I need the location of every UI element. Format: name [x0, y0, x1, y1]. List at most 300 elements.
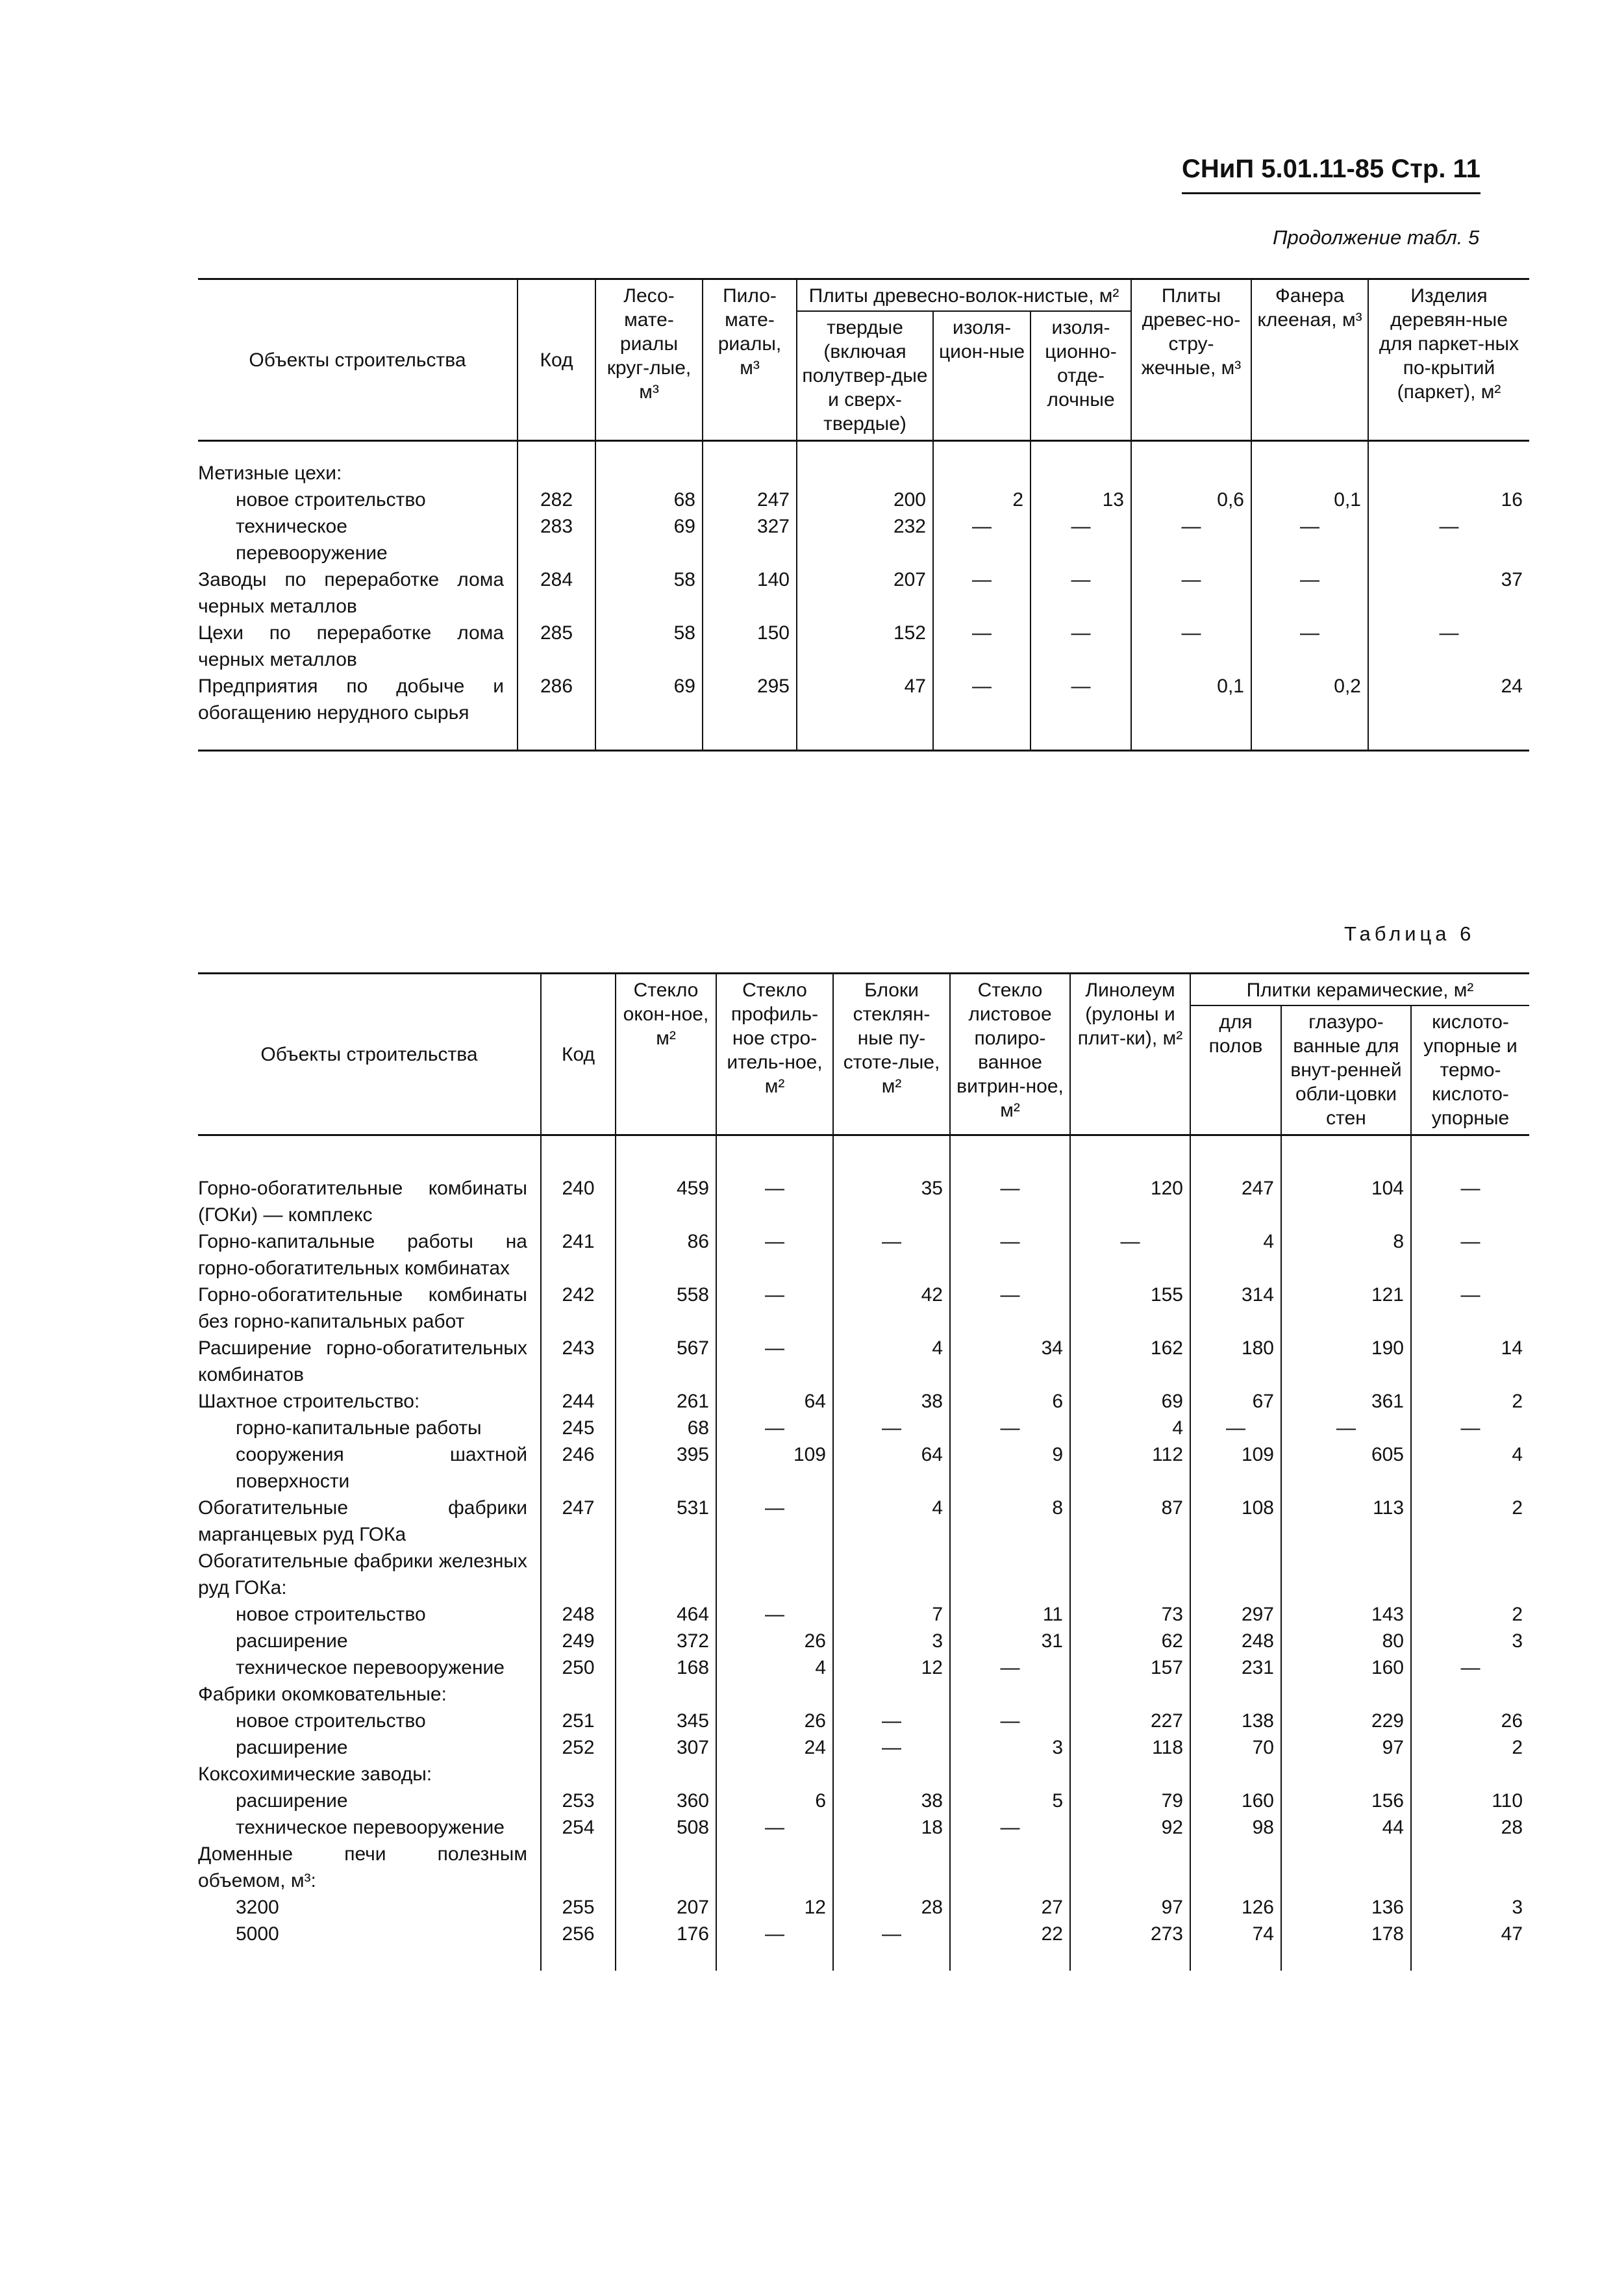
row-value [1190, 1548, 1281, 1601]
row-value: 229 [1281, 1708, 1411, 1734]
header-fiberboard-group: Плиты древесно-волок-нистые, м² [797, 279, 1131, 312]
row-value: 190 [1281, 1335, 1411, 1388]
row-value: 86 [616, 1228, 716, 1282]
row-object-name: техническое перевооружение [236, 516, 388, 564]
row-value: 38 [833, 1388, 950, 1415]
row-object-name: новое строительство [236, 489, 426, 511]
row-value [950, 1841, 1070, 1894]
row-value: 160 [1281, 1654, 1411, 1681]
row-code: 252 [541, 1734, 616, 1761]
row-code: 242 [541, 1282, 616, 1335]
row-value: 567 [616, 1335, 716, 1388]
row-object-name: Заводы по переработке лома черных металлов [198, 569, 504, 617]
row-code [541, 1548, 616, 1601]
row-value: 42 [833, 1282, 950, 1335]
row-value: 605 [1281, 1441, 1411, 1495]
row-code: 286 [518, 673, 595, 751]
header-glass-blocks: Блоки стеклян-ные пу-стоте-лые, м² [833, 974, 950, 1135]
row-value: 47 [797, 673, 933, 751]
row-value: 92 [1070, 1814, 1190, 1841]
row-value: — [950, 1814, 1070, 1841]
table6-label: Таблица 6 [1344, 922, 1475, 945]
row-value: 160 [1190, 1788, 1281, 1814]
row-value: — [716, 1601, 833, 1628]
row-value: 0,1 [1251, 486, 1368, 513]
row-object-name: Цехи по переработке лома черных металлов [198, 622, 504, 670]
row-value: — [950, 1654, 1070, 1681]
table-row [198, 1415, 1529, 1441]
header-code: Код [541, 974, 616, 1135]
row-value: 2 [1411, 1388, 1529, 1415]
row-value: — [950, 1135, 1070, 1229]
row-value: — [716, 1282, 833, 1335]
row-value [616, 1681, 716, 1708]
row-value: 8 [950, 1495, 1070, 1548]
row-value: 24 [716, 1734, 833, 1761]
row-value: — [933, 620, 1031, 673]
row-value: 3 [950, 1734, 1070, 1761]
row-value [1190, 1681, 1281, 1708]
row-value: — [933, 513, 1031, 566]
row-value: — [1031, 620, 1131, 673]
row-value: 31 [950, 1628, 1070, 1654]
row-value: 295 [703, 673, 797, 751]
row-value: — [833, 1415, 950, 1441]
row-value: 0,2 [1251, 673, 1368, 751]
row-value: 143 [1281, 1601, 1411, 1628]
row-value: — [1281, 1415, 1411, 1441]
row-object-name: новое строительство [236, 1710, 426, 1732]
row-value: 104 [1281, 1135, 1411, 1229]
table-row [198, 1734, 1529, 1761]
table5-continuation-label: Продолжение табл. 5 [1273, 226, 1480, 249]
row-value: 327 [703, 513, 797, 566]
row-value: 58 [595, 566, 703, 620]
row-code [518, 441, 595, 487]
table-5 [198, 278, 1529, 752]
row-value: 108 [1190, 1495, 1281, 1548]
row-value: 3 [1411, 1628, 1529, 1654]
row-value: 12 [833, 1654, 950, 1681]
row-object-name: Расширение горно-обогатительных комбинатов [198, 1337, 527, 1385]
table-row [198, 1814, 1529, 1841]
header-polished-glass: Стекло листовое полиро-ванное витрин-ное, м² [950, 974, 1070, 1135]
row-value: 248 [1190, 1628, 1281, 1654]
row-value [1411, 1841, 1529, 1894]
table-row [198, 1441, 1529, 1495]
row-value [1411, 1548, 1529, 1601]
table-row [198, 1228, 1529, 1282]
row-value: 307 [616, 1734, 716, 1761]
header-profile-glass: Стекло профиль-ное стро-итель-ное, м² [716, 974, 833, 1135]
row-value: — [1131, 620, 1251, 673]
row-value: — [833, 1921, 950, 1971]
row-code: 250 [541, 1654, 616, 1681]
row-value [1411, 1681, 1529, 1708]
row-object-name: расширение [236, 1630, 348, 1652]
header-objects: Объекты строительства [198, 974, 541, 1135]
row-value: — [716, 1495, 833, 1548]
row-value: 12 [716, 1894, 833, 1921]
row-value: 112 [1070, 1441, 1190, 1495]
row-value: — [933, 566, 1031, 620]
row-value: 227 [1070, 1708, 1190, 1734]
row-value: 6 [716, 1788, 833, 1814]
row-value [1281, 1841, 1411, 1894]
row-value: 67 [1190, 1388, 1281, 1415]
row-value: — [716, 1814, 833, 1841]
row-value: 7 [833, 1601, 950, 1628]
row-value: 16 [1368, 486, 1529, 513]
row-value [716, 1761, 833, 1788]
row-value: 138 [1190, 1708, 1281, 1734]
row-value [833, 1681, 950, 1708]
row-value [616, 1761, 716, 1788]
table-row [198, 513, 1529, 566]
header-tiles-group: Плитки керамические, м² [1190, 974, 1529, 1006]
table-row [198, 1335, 1529, 1388]
row-value [1031, 441, 1131, 487]
row-value: 180 [1190, 1335, 1281, 1388]
row-value: 120 [1070, 1135, 1190, 1229]
table-row [198, 566, 1529, 620]
row-value: — [950, 1708, 1070, 1734]
row-value: 38 [833, 1788, 950, 1814]
row-value: 136 [1281, 1894, 1411, 1921]
row-value: 11 [950, 1601, 1070, 1628]
row-value: 26 [716, 1628, 833, 1654]
row-value: 69 [595, 673, 703, 751]
row-value: 113 [1281, 1495, 1411, 1548]
row-object-name: 3200 [236, 1897, 279, 1918]
row-value: — [1251, 566, 1368, 620]
header-objects: Объекты строительства [198, 279, 518, 441]
row-value [833, 1548, 950, 1601]
row-value: — [1411, 1415, 1529, 1441]
row-value [1070, 1841, 1190, 1894]
row-value: — [950, 1415, 1070, 1441]
row-code: 244 [541, 1388, 616, 1415]
row-value: 152 [797, 620, 933, 673]
row-object-name: Горно-капитальные работы на горно-обогатительных комбинатах [198, 1231, 527, 1279]
row-value: — [1070, 1228, 1190, 1282]
row-code: 246 [541, 1441, 616, 1495]
row-object-name: техническое перевооружение [236, 1817, 505, 1838]
table-row [198, 1681, 1529, 1708]
table-row [198, 1894, 1529, 1921]
row-value [1281, 1761, 1411, 1788]
table-5-body [198, 441, 1529, 751]
row-code: 243 [541, 1335, 616, 1388]
row-value: 2 [933, 486, 1031, 513]
row-object-name: Обогатительные фабрики марганцевых руд ГОКа [198, 1497, 527, 1545]
table-row [198, 1921, 1529, 1971]
row-value [716, 1841, 833, 1894]
row-value [1251, 441, 1368, 487]
row-value [716, 1548, 833, 1601]
row-value: — [1190, 1415, 1281, 1441]
row-value: — [1251, 513, 1368, 566]
row-value [950, 1761, 1070, 1788]
row-code: 254 [541, 1814, 616, 1841]
table-row [198, 486, 1529, 513]
row-object-name: Обогатительные фабрики железных руд ГОКа: [198, 1550, 527, 1598]
table-row [198, 1841, 1529, 1894]
row-value: — [716, 1228, 833, 1282]
row-value: 207 [616, 1894, 716, 1921]
row-value [1070, 1761, 1190, 1788]
header-code: Код [518, 279, 595, 441]
header-chipboard: Плиты древес-но-стру-жечные, м³ [1131, 279, 1251, 441]
row-value: 4 [1070, 1415, 1190, 1441]
row-value: 68 [595, 486, 703, 513]
header-tiles-acid: кислото-упорные и термо-кислото-упорные [1411, 1005, 1529, 1135]
row-value: — [1368, 513, 1529, 566]
table-row [198, 1548, 1529, 1601]
row-value: — [1411, 1135, 1529, 1229]
row-value [1368, 441, 1529, 487]
row-value: 273 [1070, 1921, 1190, 1971]
row-value: — [716, 1335, 833, 1388]
header-tiles-floor: для полов [1190, 1005, 1281, 1135]
row-value: 558 [616, 1282, 716, 1335]
row-value: 74 [1190, 1921, 1281, 1971]
row-value: 2 [1411, 1495, 1529, 1548]
row-value: — [1031, 673, 1131, 751]
row-value: 2 [1411, 1734, 1529, 1761]
row-value [616, 1548, 716, 1601]
row-value: 9 [950, 1441, 1070, 1495]
row-value: 6 [950, 1388, 1070, 1415]
row-value: 97 [1281, 1734, 1411, 1761]
row-value: 297 [1190, 1601, 1281, 1628]
row-value: — [1031, 566, 1131, 620]
row-value: 232 [797, 513, 933, 566]
row-value: 26 [1411, 1708, 1529, 1734]
row-value: 109 [1190, 1441, 1281, 1495]
row-value: 4 [1411, 1441, 1529, 1495]
row-object-name: расширение [236, 1790, 348, 1812]
row-value: 28 [1411, 1814, 1529, 1841]
row-value: — [1411, 1228, 1529, 1282]
row-code: 283 [518, 513, 595, 566]
row-object-name: Фабрики окомковательные: [198, 1684, 447, 1705]
row-value [616, 1841, 716, 1894]
row-value: 109 [716, 1441, 833, 1495]
table-6 [198, 972, 1529, 1971]
table-row [198, 1282, 1529, 1335]
row-value: 4 [1190, 1228, 1281, 1282]
row-value: 62 [1070, 1628, 1190, 1654]
row-value: 395 [616, 1441, 716, 1495]
row-value: 372 [616, 1628, 716, 1654]
row-value: 35 [833, 1135, 950, 1229]
row-code: 282 [518, 486, 595, 513]
row-code: 256 [541, 1921, 616, 1971]
row-value: 157 [1070, 1654, 1190, 1681]
row-code: 251 [541, 1708, 616, 1734]
row-value: 110 [1411, 1788, 1529, 1814]
row-value: 508 [616, 1814, 716, 1841]
row-code: 245 [541, 1415, 616, 1441]
header-window-glass: Стекло окон-ное, м² [616, 974, 716, 1135]
row-code: 255 [541, 1894, 616, 1921]
row-value: 0,1 [1131, 673, 1251, 751]
table-row [198, 620, 1529, 673]
row-code: 249 [541, 1628, 616, 1654]
row-object-name: новое строительство [236, 1604, 426, 1625]
row-object-name: Доменные печи полезным объемом, м³: [198, 1843, 527, 1891]
row-value [1190, 1761, 1281, 1788]
row-value: 5 [950, 1788, 1070, 1814]
table-row [198, 1495, 1529, 1548]
row-value: 37 [1368, 566, 1529, 620]
row-value: 87 [1070, 1495, 1190, 1548]
header-fiberboard-finishing: изоля-ционно-отде-лочные [1031, 311, 1131, 441]
row-code: 247 [541, 1495, 616, 1548]
table-row [198, 673, 1529, 751]
row-value: 18 [833, 1814, 950, 1841]
row-object-name: 5000 [236, 1923, 279, 1945]
row-value: — [716, 1921, 833, 1971]
row-value: 13 [1031, 486, 1131, 513]
row-value: 314 [1190, 1282, 1281, 1335]
row-value: 44 [1281, 1814, 1411, 1841]
row-value: 162 [1070, 1335, 1190, 1388]
table-row [198, 1601, 1529, 1628]
row-value: — [950, 1228, 1070, 1282]
row-value: 14 [1411, 1335, 1529, 1388]
row-object-name: расширение [236, 1737, 348, 1758]
row-value: 150 [703, 620, 797, 673]
row-value: 70 [1190, 1734, 1281, 1761]
row-value [1411, 1761, 1529, 1788]
row-value: — [950, 1282, 1070, 1335]
row-object-name: сооружения шахтной поверхности [236, 1444, 527, 1492]
row-value: 69 [1070, 1388, 1190, 1415]
row-value: 58 [595, 620, 703, 673]
page-header [1182, 155, 1480, 184]
table-row [198, 1708, 1529, 1734]
row-value: — [1251, 620, 1368, 673]
row-object-name: Горно-обогатительные комбинаты (ГОКи) — комплекс [198, 1178, 527, 1226]
row-value [797, 441, 933, 487]
row-value: 345 [616, 1708, 716, 1734]
row-object-name: Шахтное строительство: [198, 1391, 420, 1412]
row-value: 64 [716, 1388, 833, 1415]
row-object-name: техническое перевооружение [236, 1657, 505, 1678]
row-value: 176 [616, 1921, 716, 1971]
row-value: 47 [1411, 1921, 1529, 1971]
row-value: 360 [616, 1788, 716, 1814]
row-value [1281, 1548, 1411, 1601]
row-value: 140 [703, 566, 797, 620]
row-value: 531 [616, 1495, 716, 1548]
row-value [703, 441, 797, 487]
table-6-body [198, 1135, 1529, 1971]
row-value: 231 [1190, 1654, 1281, 1681]
row-value: 0,6 [1131, 486, 1251, 513]
row-value: 168 [616, 1654, 716, 1681]
row-object-name: Метизные цехи: [198, 462, 342, 484]
row-value: 2 [1411, 1601, 1529, 1628]
row-value: — [833, 1734, 950, 1761]
row-value: — [933, 673, 1031, 751]
row-value: 80 [1281, 1628, 1411, 1654]
row-value: — [716, 1415, 833, 1441]
row-value: 97 [1070, 1894, 1190, 1921]
row-value: 24 [1368, 673, 1529, 751]
row-value [933, 441, 1031, 487]
row-code: 248 [541, 1601, 616, 1628]
row-object-name: Горно-обогатительные комбинаты без горно-капитальных работ [198, 1284, 527, 1332]
table-row [198, 1788, 1529, 1814]
row-value: 4 [833, 1495, 950, 1548]
row-value: 3 [1411, 1894, 1529, 1921]
table-row [198, 441, 1529, 487]
row-value: 121 [1281, 1282, 1411, 1335]
row-value: — [1131, 566, 1251, 620]
row-value: 118 [1070, 1734, 1190, 1761]
row-value: 34 [950, 1335, 1070, 1388]
row-value [1281, 1681, 1411, 1708]
row-value: 464 [616, 1601, 716, 1628]
row-value: 68 [616, 1415, 716, 1441]
row-value: 98 [1190, 1814, 1281, 1841]
row-value: 155 [1070, 1282, 1190, 1335]
row-value [595, 441, 703, 487]
row-object-name: Коксохимические заводы: [198, 1763, 432, 1785]
row-value: 247 [703, 486, 797, 513]
header-parquet: Изделия деревян-ные для паркет-ных по-крытий (паркет), м² [1368, 279, 1529, 441]
row-value: 8 [1281, 1228, 1411, 1282]
row-value: 156 [1281, 1788, 1411, 1814]
row-value: 64 [833, 1441, 950, 1495]
table-row [198, 1761, 1529, 1788]
row-value [950, 1548, 1070, 1601]
header-timber: Лесо-мате-риалы круг-лые, м³ [595, 279, 703, 441]
table-row [198, 1388, 1529, 1415]
row-value: 3 [833, 1628, 950, 1654]
row-value: 178 [1281, 1921, 1411, 1971]
row-code [541, 1761, 616, 1788]
row-value: — [716, 1135, 833, 1229]
row-value: 207 [797, 566, 933, 620]
row-code: 284 [518, 566, 595, 620]
row-value: — [1131, 513, 1251, 566]
row-value: 361 [1281, 1388, 1411, 1415]
row-value: 4 [716, 1654, 833, 1681]
header-tiles-glazed: глазуро-ванные для внут-ренней обли-цовки стен [1281, 1005, 1411, 1135]
row-value: — [833, 1228, 950, 1282]
row-code [541, 1841, 616, 1894]
row-value: 73 [1070, 1601, 1190, 1628]
row-value [1070, 1681, 1190, 1708]
row-value: — [1411, 1654, 1529, 1681]
row-value: 459 [616, 1135, 716, 1229]
header-fiberboard-hard: твердые (включая полутвер-дые и сверх-твердые) [797, 311, 933, 441]
row-object-name: Предприятия по добыче и обогащению нерудного сырья [198, 676, 504, 724]
row-value: 22 [950, 1921, 1070, 1971]
row-code: 285 [518, 620, 595, 673]
row-value: 69 [595, 513, 703, 566]
row-value [1070, 1548, 1190, 1601]
row-value: — [1368, 620, 1529, 673]
header-underline [1182, 192, 1480, 194]
row-value [1190, 1841, 1281, 1894]
row-value: 200 [797, 486, 933, 513]
row-value: — [833, 1708, 950, 1734]
